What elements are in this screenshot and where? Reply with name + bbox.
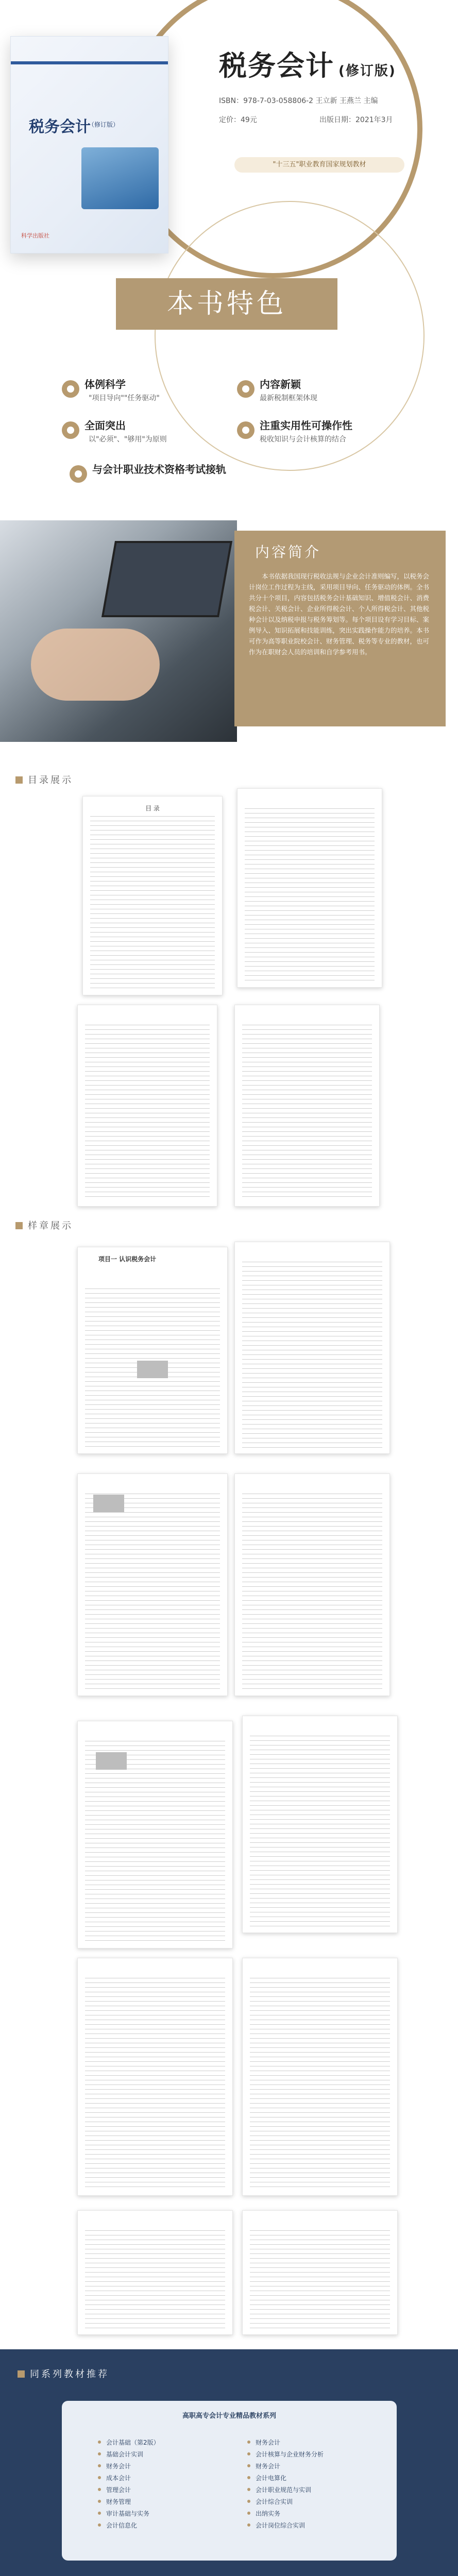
toc-page <box>234 1005 380 1207</box>
series-item: 管理会计 <box>98 2484 160 2496</box>
page-text-lines <box>242 1025 372 1201</box>
series-item: 财务会计 <box>247 2461 324 2472</box>
series-list-right <box>247 2437 324 2532</box>
photo-hands <box>31 629 160 701</box>
page-text-lines <box>250 2230 390 2329</box>
page-text-lines <box>90 816 215 990</box>
sample-page <box>242 1958 398 2196</box>
book-isbn: ISBN：978-7-03-058806-2 王立新 王燕兰 主编 <box>219 97 378 105</box>
page-text-lines <box>242 1262 382 1448</box>
series-item: 财务会计 <box>247 2437 324 2449</box>
page-text-lines <box>250 1736 390 1927</box>
series-item: 会计核算与企业财务分析 <box>247 2449 324 2461</box>
intro-text: 本书依据我国现行税收法规与企业会计准则编写，以税务会计岗位工作过程为主线，采用项目导向、任务驱动的体例。全书共分十个项目，内容包括税务会计基础知识、增值税会计、消费税会计、关税会计、企业所得税会计、个人所得税会计、其他税种会计以及纳税申报与税务筹划等。每个项目设有学习目标、案例导入、知识拓展和技能训练，突出实践操作能力的培养。本书可作为高等职业院校会计、财务管理、税务等专业的教材，也可作为在职财会人员的培训和自学参考用书。 <box>249 572 430 656</box>
series-item: 会计岗位综合实训 <box>247 2520 324 2532</box>
series-item: 出纳实务 <box>247 2508 324 2520</box>
page-text-lines <box>85 1494 220 1690</box>
page-text-lines <box>85 1978 225 2190</box>
book-cover <box>10 36 168 253</box>
series-item: 会计电算化 <box>247 2472 324 2484</box>
sample-page <box>234 1242 390 1454</box>
page-text-lines <box>85 1025 210 1201</box>
page-text-lines <box>245 808 375 982</box>
series-item: 会计信息化 <box>98 2520 160 2532</box>
toc-page <box>82 796 223 995</box>
series-list-left <box>98 2437 160 2532</box>
page-text-lines <box>242 1494 382 1690</box>
cover-edition: （修订版） <box>88 121 120 128</box>
series-item: 财务会计 <box>98 2461 160 2472</box>
book-price: 定价：49元 <box>219 116 257 124</box>
series-section-label: 同系列教材推荐 <box>18 2367 109 2380</box>
book-date: 出版日期：2021年3月 <box>319 116 393 124</box>
feature-title: 内容新颖 <box>260 378 301 391</box>
feature-sub: "项目导向""任务驱动" <box>89 394 160 402</box>
intro-title: 内容简介 <box>255 544 321 561</box>
cover-title: 税务会计 <box>29 118 91 136</box>
features-banner: 本书特色 <box>116 278 337 330</box>
book-edition: (修订版) <box>338 63 396 79</box>
cover-band <box>11 61 168 64</box>
toc-section-label: 目录展示 <box>15 773 73 786</box>
sample-page <box>77 1958 233 2196</box>
feature-title: 与会计职业技术资格考试接轨 <box>92 463 226 476</box>
series-section <box>0 2349 458 2576</box>
series-item: 会计基础（第2版） <box>98 2437 160 2449</box>
intro-photo <box>0 520 237 742</box>
sample-page <box>77 2210 233 2335</box>
page-text-lines <box>85 1741 225 1943</box>
feature-sub: 税收知识与会计核算的结合 <box>260 435 346 444</box>
toc-page-heading: 目 录 <box>145 805 160 812</box>
sample-page <box>242 2210 398 2335</box>
series-item: 财务管理 <box>98 2496 160 2508</box>
cover-illustration <box>81 147 159 209</box>
page-figure <box>96 1752 127 1770</box>
sample-page <box>234 1473 390 1696</box>
intro-box <box>234 531 446 726</box>
sample-page <box>242 1716 398 1933</box>
book-title-text: 税务会计 <box>219 49 334 82</box>
series-badge: "十三五"职业教育国家规划教材 <box>234 157 404 173</box>
series-item: 会计职业规范与实训 <box>247 2484 324 2496</box>
feature-title: 体例科学 <box>84 378 126 391</box>
page-figure <box>93 1495 124 1512</box>
sample-section-label: 样章展示 <box>15 1218 73 1232</box>
series-item: 基础会计实训 <box>98 2449 160 2461</box>
series-item: 会计综合实训 <box>247 2496 324 2508</box>
series-item: 审计基础与实务 <box>98 2508 160 2520</box>
book-title <box>219 44 396 83</box>
toc-page <box>237 788 382 988</box>
series-item: 成本会计 <box>98 2472 160 2484</box>
page-text-lines <box>250 1978 390 2190</box>
photo-laptop <box>101 541 232 617</box>
cover-publisher: 科学出版社 <box>21 232 49 239</box>
series-card <box>62 2401 397 2561</box>
sample-page <box>77 1721 233 1948</box>
sample-page <box>77 1473 228 1696</box>
feature-sub: 以"必须"、"够用"为原则 <box>89 435 167 444</box>
feature-title: 全面突出 <box>84 419 126 432</box>
sample-page <box>77 1247 228 1454</box>
sample-page-heading: 项目一 认识税务会计 <box>98 1256 157 1263</box>
page-text-lines <box>85 2230 225 2329</box>
toc-page <box>77 1005 217 1207</box>
page-figure <box>137 1361 168 1378</box>
feature-title: 注重实用性可操作性 <box>260 419 352 432</box>
series-card-caption: 高职高专会计专业精品教材系列 <box>182 2412 276 2420</box>
feature-sub: 最新税制框架体现 <box>260 394 317 402</box>
